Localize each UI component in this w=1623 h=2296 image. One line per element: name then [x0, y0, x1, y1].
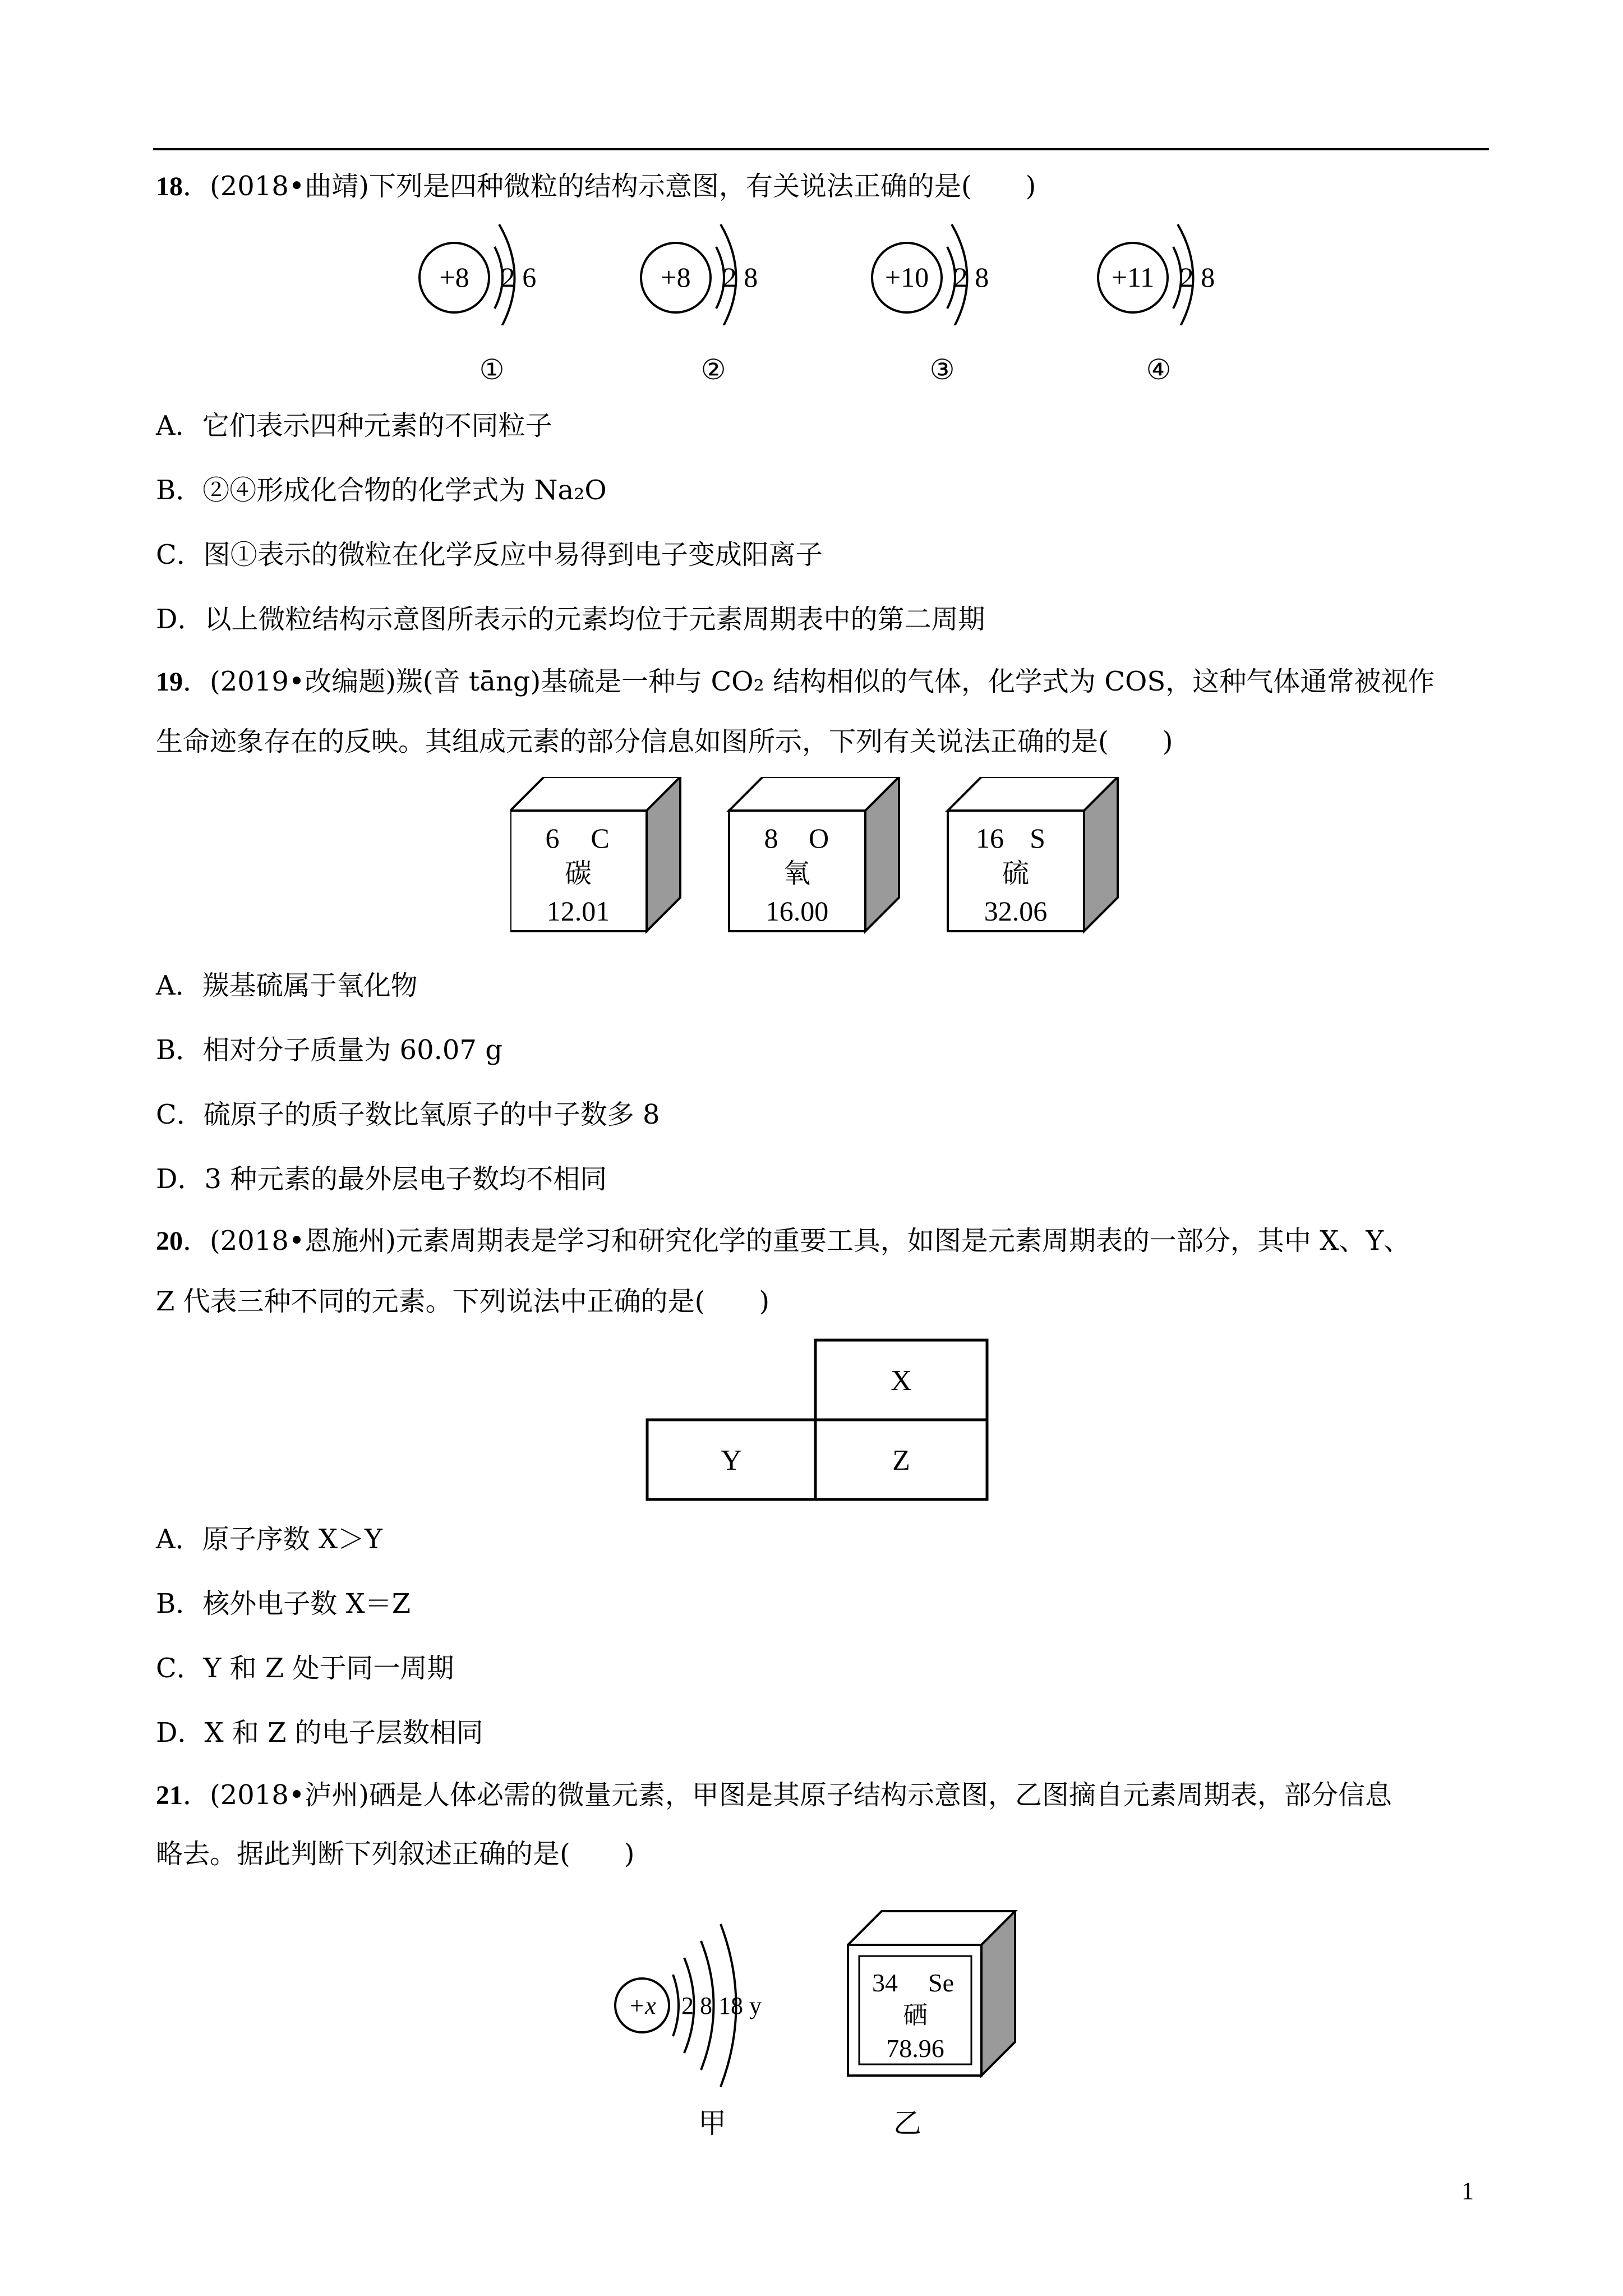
atom-diagram-3 [872, 224, 989, 325]
element-card-carbon [510, 777, 680, 931]
sulfur-number: 16 [976, 822, 1004, 854]
q18-option-a: A．它们表示四种元素的不同粒子 [156, 410, 552, 441]
q18-label-2: ② [700, 353, 726, 386]
oxygen-symbol: O [808, 822, 829, 854]
q20-number: 20 [156, 1226, 183, 1256]
atom-2-nucleus: +8 [661, 261, 691, 293]
q20-stem-line1: 20．(2018•恩施州)元素周期表是学习和研究化学的重要工具，如图是元素周期表的一部分，其中 X、Y、 [156, 1225, 1411, 1257]
q20-stem-line2: Z 代表三种不同的元素。下列说法中正确的是( ) [156, 1286, 770, 1317]
q18-label-4: ④ [1146, 353, 1172, 386]
atom-3-shells: 2 8 [953, 261, 989, 293]
sulfur-mass: 32.06 [984, 895, 1048, 927]
selenium-shells: 2 8 18 y [681, 1992, 762, 2019]
selenium-nucleus: +x [628, 1992, 656, 2019]
q18-label-1: ① [479, 353, 505, 386]
q21-number: 21 [156, 1780, 183, 1810]
q18-option-c: C．图①表示的微粒在化学反应中易得到电子变成阳离子 [156, 539, 823, 570]
carbon-mass: 12.01 [546, 895, 610, 927]
q20-periodic-fragment [645, 1338, 993, 1504]
q18-option-d: D．以上微粒结构示意图所表示的元素均位于元素周期表中的第二周期 [156, 604, 985, 635]
q19-stem-line2: 生命迹象存在的反映。其组成元素的部分信息如图所示，下列有关说法正确的是( ) [156, 726, 1173, 757]
sulfur-name: 硫 [1002, 858, 1030, 889]
carbon-number: 6 [545, 822, 560, 854]
oxygen-mass: 16.00 [765, 895, 829, 927]
sulfur-symbol: S [1030, 822, 1045, 854]
carbon-symbol: C [591, 822, 610, 854]
element-card-sulfur [948, 777, 1118, 931]
q21-caption-jia: 甲 [698, 2107, 726, 2139]
cell-z: Z [892, 1444, 910, 1476]
q19-element-cards [510, 777, 1127, 945]
atom-2-shells: 2 8 [722, 261, 758, 293]
q18-number: 18 [156, 172, 183, 201]
selenium-name: 硒 [903, 2001, 928, 2030]
q21-stem-line2: 略去。据此判断下列叙述正确的是( ) [156, 1838, 635, 1870]
atom-diagram-4 [1098, 224, 1215, 325]
carbon-name: 碳 [564, 858, 592, 889]
page-number: 1 [1461, 2177, 1474, 2205]
atom-3-nucleus: +10 [884, 261, 929, 293]
q19-option-a: A．羰基硫属于氧化物 [156, 970, 418, 1001]
cell-y: Y [721, 1444, 742, 1476]
q19-option-c: C．硫原子的质子数比氧原子的中子数多 8 [156, 1099, 660, 1130]
q19-number: 19 [156, 667, 183, 697]
q20-option-c: C．Y 和 Z 处于同一周期 [156, 1653, 454, 1684]
element-card-oxygen [729, 777, 899, 931]
q20-option-d: D．X 和 Z 的电子层数相同 [156, 1717, 483, 1749]
cell-x: X [891, 1365, 912, 1397]
q18-option-b: B．②④形成化合物的化学式为 Na₂O [156, 475, 607, 506]
atom-1-nucleus: +8 [439, 261, 469, 293]
q20-option-b: B．核外电子数 X＝Z [156, 1588, 411, 1619]
q18-atom-diagrams [415, 213, 1223, 325]
q19-option-d: D．3 种元素的最外层电子数均不相同 [156, 1163, 607, 1195]
atom-1-shells: 2 6 [501, 261, 537, 293]
q21-selenium-atom [611, 1913, 802, 2098]
atom-diagram-1 [419, 224, 536, 325]
oxygen-name: 氧 [783, 858, 811, 889]
q21-caption-yi: 乙 [893, 2107, 921, 2139]
q19-stem-line1: 19．(2019•改编题)羰(音 tāng)基硫是一种与 CO₂ 结构相似的气体，化学式为 COS，这种气体通常被视作 [156, 666, 1435, 697]
q19-option-b: B．相对分子质量为 60.07 g [156, 1034, 502, 1066]
selenium-symbol: Se [928, 1968, 954, 1997]
q20-option-a: A．原子序数 X＞Y [156, 1524, 382, 1555]
atom-4-shells: 2 8 [1179, 261, 1215, 293]
selenium-number: 34 [872, 1968, 898, 1997]
atom-diagram-2 [641, 224, 758, 325]
q21-selenium-card [847, 1910, 1026, 2095]
selenium-mass: 78.96 [886, 2034, 944, 2063]
q18-label-3: ③ [929, 353, 955, 386]
oxygen-number: 8 [764, 822, 778, 854]
q21-stem-line1: 21．(2018•泸州)硒是人体必需的微量元素，甲图是其原子结构示意图，乙图摘自元素周期表，部分信息 [156, 1779, 1392, 1811]
header-rule [153, 148, 1489, 150]
q18-stem: 18．(2018•曲靖)下列是四种微粒的结构示意图，有关说法正确的是( ) [156, 171, 1036, 202]
atom-4-nucleus: +11 [1111, 261, 1155, 293]
